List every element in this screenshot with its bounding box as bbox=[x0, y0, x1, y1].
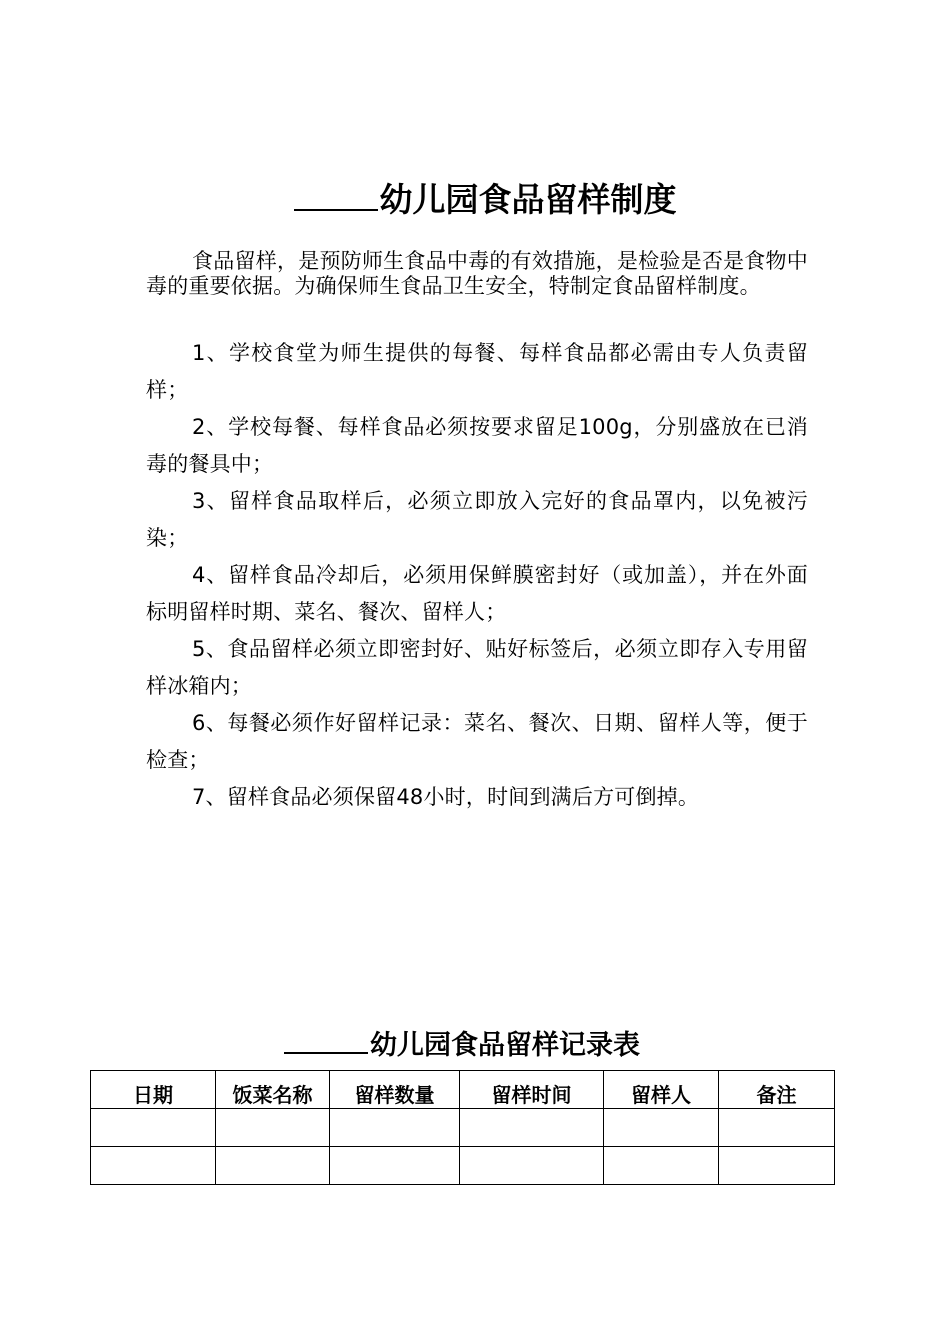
record-table-title bbox=[0, 1026, 924, 1065]
rule-item: 1、学校食堂为师生提供的每餐、每样食品都必需由专人负责留样； bbox=[146, 341, 808, 402]
table-cell[interactable] bbox=[216, 1147, 330, 1185]
header-date: 日期 bbox=[91, 1071, 216, 1109]
record-table-title-text: 幼儿园食品留样记录表 bbox=[370, 1030, 640, 1061]
table-title-blank-line bbox=[284, 1026, 368, 1054]
rule-item: 2、学校每餐、每样食品必须按要求留足100g，分别盛放在已消毒的餐具中； bbox=[146, 415, 808, 476]
rule-item: 3、留样食品取样后，必须立即放入完好的食品罩内，以免被污染； bbox=[146, 489, 808, 550]
table-row bbox=[91, 1109, 835, 1147]
table-cell[interactable] bbox=[330, 1109, 460, 1147]
table-cell[interactable] bbox=[604, 1109, 719, 1147]
table-row bbox=[91, 1147, 835, 1185]
table-cell[interactable] bbox=[460, 1109, 604, 1147]
rule-item: 5、食品留样必须立即密封好、贴好标签后，必须立即存入专用留样冰箱内； bbox=[146, 637, 808, 698]
table-cell[interactable] bbox=[604, 1147, 719, 1185]
table-cell[interactable] bbox=[719, 1147, 835, 1185]
header-sample-quantity: 留样数量 bbox=[330, 1071, 460, 1109]
record-table bbox=[90, 1070, 835, 1185]
table-cell[interactable] bbox=[719, 1109, 835, 1147]
intro-paragraph: 食品留样，是预防师生食品中毒的有效措施，是检验是否是食物中毒的重要依据。为确保师生食品卫生安全，特制定食品留样制度。 bbox=[146, 249, 808, 298]
header-dish-name: 饭菜名称 bbox=[216, 1071, 330, 1109]
rule-item: 4、留样食品冷却后，必须用保鲜膜密封好（或加盖），并在外面标明留样时期、菜名、餐次、留样人； bbox=[146, 563, 808, 624]
rules-list bbox=[146, 335, 808, 816]
table-header-row bbox=[91, 1071, 835, 1109]
table-cell[interactable] bbox=[91, 1147, 216, 1185]
rule-item: 7、留样食品必须保留48小时，时间到满后方可倒掉。 bbox=[192, 785, 700, 809]
table-cell[interactable] bbox=[91, 1109, 216, 1147]
table-cell[interactable] bbox=[216, 1109, 330, 1147]
page-title-text: 幼儿园食品留样制度 bbox=[379, 180, 677, 219]
header-remarks: 备注 bbox=[719, 1071, 835, 1109]
rule-item: 6、每餐必须作好留样记录：菜名、餐次、日期、留样人等，便于检查； bbox=[146, 711, 808, 772]
title-blank-line bbox=[294, 179, 378, 211]
table-cell[interactable] bbox=[460, 1147, 604, 1185]
header-sampler: 留样人 bbox=[604, 1071, 719, 1109]
header-sample-time: 留样时间 bbox=[460, 1071, 604, 1109]
table-cell[interactable] bbox=[330, 1147, 460, 1185]
page-title bbox=[0, 178, 950, 222]
